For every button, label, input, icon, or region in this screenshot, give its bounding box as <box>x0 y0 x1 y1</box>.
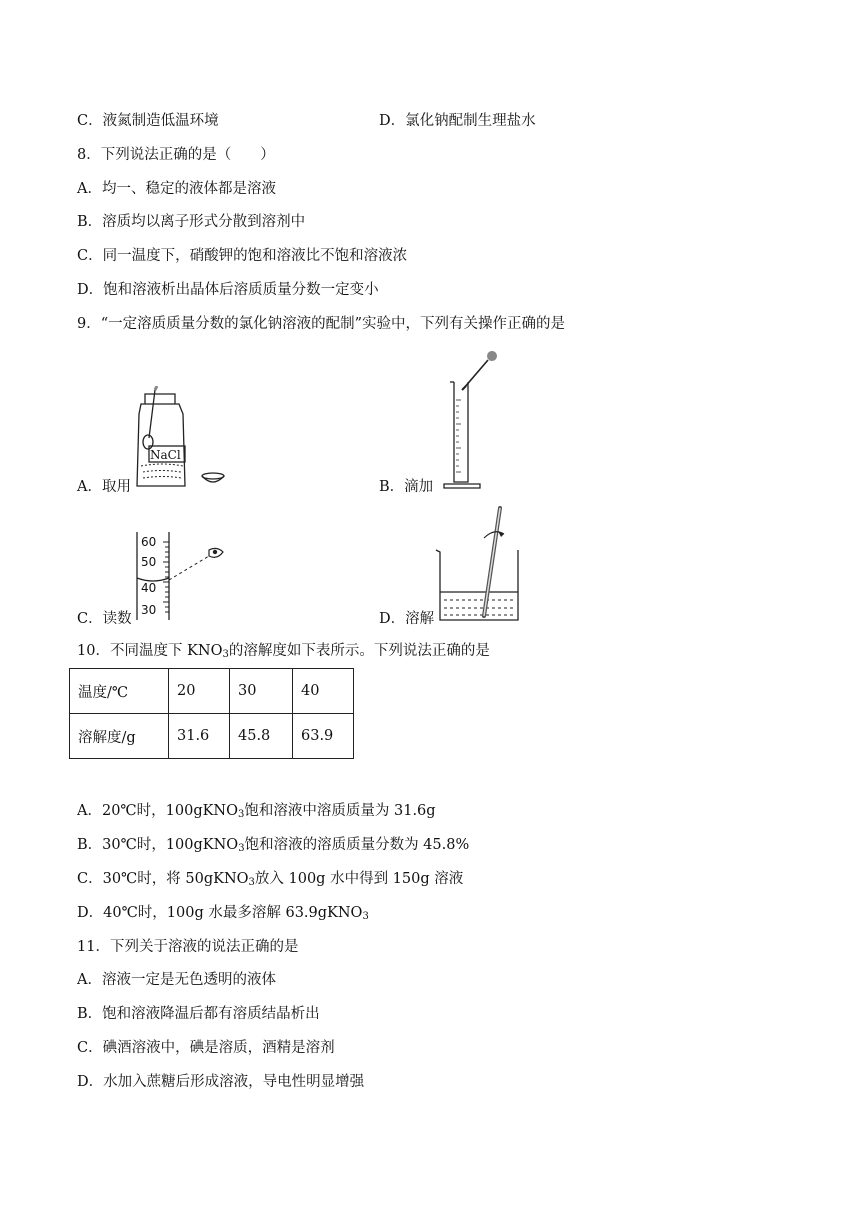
q9-figure-a-label: A．取用 <box>77 479 131 495</box>
q10-option-b-subscript: 3 <box>238 843 245 854</box>
q11-option-a: A．溶液一定是无色透明的液体 <box>77 972 276 988</box>
q11-option-d: D．水加入蔗糖后形成溶液，导电性明显增强 <box>77 1074 365 1090</box>
table-cell: 温度/℃ <box>70 669 169 714</box>
scale-label-50: 50 <box>141 555 157 569</box>
q10-option-b-text: B．30℃时，100gKNO <box>77 837 239 853</box>
solubility-table <box>69 668 354 759</box>
q10-option-d-subscript: 3 <box>362 911 369 922</box>
table-row <box>70 669 354 714</box>
q10-option-a <box>77 801 436 821</box>
q8-option-a: A．均一、稳定的液体都是溶液 <box>77 181 276 197</box>
scale-label-40: 40 <box>141 581 157 595</box>
table-cell: 45.8 <box>230 714 293 759</box>
table-cell: 63.9 <box>293 714 354 759</box>
figure-a-reagent-bottle <box>133 386 233 494</box>
table-cell: 20 <box>169 669 230 714</box>
q11-option-c: C．碘酒溶液中，碘是溶质，酒精是溶剂 <box>77 1040 335 1056</box>
q10-option-c-text-post: 放入 100g 水中得到 150g 溶液 <box>254 871 464 887</box>
q7-option-d: D．氯化钠配制生理盐水 <box>379 113 536 129</box>
q10-stem-subscript: 3 <box>222 649 229 660</box>
q10-option-a-text-post: 饱和溶液中溶质质量为 31.6g <box>244 803 436 819</box>
q8-option-c: C．同一温度下，硝酸钾的饱和溶液比不饱和溶液浓 <box>77 248 408 264</box>
scale-label-60: 60 <box>141 535 157 549</box>
table-cell: 30 <box>230 669 293 714</box>
table-cell: 溶解度/g <box>70 714 169 759</box>
q11-stem: 11．下列关于溶液的说法正确的是 <box>77 939 299 955</box>
q7-option-c: C．液氮制造低温环境 <box>77 113 219 129</box>
q9-figure-b-label: B．滴加 <box>379 479 434 495</box>
figure-d-beaker-stirring <box>432 504 528 624</box>
figure-a-bottle-label: NaCl <box>150 448 181 462</box>
q10-option-a-text: A．20℃时，100gKNO <box>77 803 239 819</box>
q9-figure-c-label: C．读数 <box>77 611 132 627</box>
table-cell: 31.6 <box>169 714 230 759</box>
q10-option-d-text: D．40℃时，100g 水最多溶解 63.9gKNO <box>77 905 363 921</box>
q8-stem: 8．下列说法正确的是（ ） <box>77 147 275 163</box>
q10-option-b <box>77 835 469 855</box>
figure-b-graduated-cylinder <box>440 350 502 492</box>
table-row <box>70 714 354 759</box>
q10-stem <box>77 641 490 661</box>
q8-option-d: D．饱和溶液析出晶体后溶质质量分数一定变小 <box>77 282 379 298</box>
q10-stem-text: 10．不同温度下 KNO <box>77 643 223 659</box>
q10-option-b-text-post: 饱和溶液的溶质质量分数为 45.8% <box>244 837 470 853</box>
q10-option-c-subscript: 3 <box>248 877 255 888</box>
q10-option-a-subscript: 3 <box>238 809 245 820</box>
q9-stem: 9．“一定溶质质量分数的氯化钠溶液的配制”实验中，下列有关操作正确的是 <box>77 316 566 332</box>
figure-c-cylinder-reading <box>133 530 233 622</box>
table-cell: 40 <box>293 669 354 714</box>
q8-option-b: B．溶质均以离子形式分散到溶剂中 <box>77 214 306 230</box>
scale-label-30: 30 <box>141 603 157 617</box>
q9-figure-d-label: D．溶解 <box>379 611 435 627</box>
q10-stem-text-post: 的溶解度如下表所示。下列说法正确的是 <box>228 643 490 659</box>
q10-option-c <box>77 869 463 889</box>
q10-option-d <box>77 903 369 923</box>
q11-option-b: B．饱和溶液降温后都有溶质结晶析出 <box>77 1006 320 1022</box>
q10-option-c-text: C．30℃时，将 50gKNO <box>77 871 249 887</box>
